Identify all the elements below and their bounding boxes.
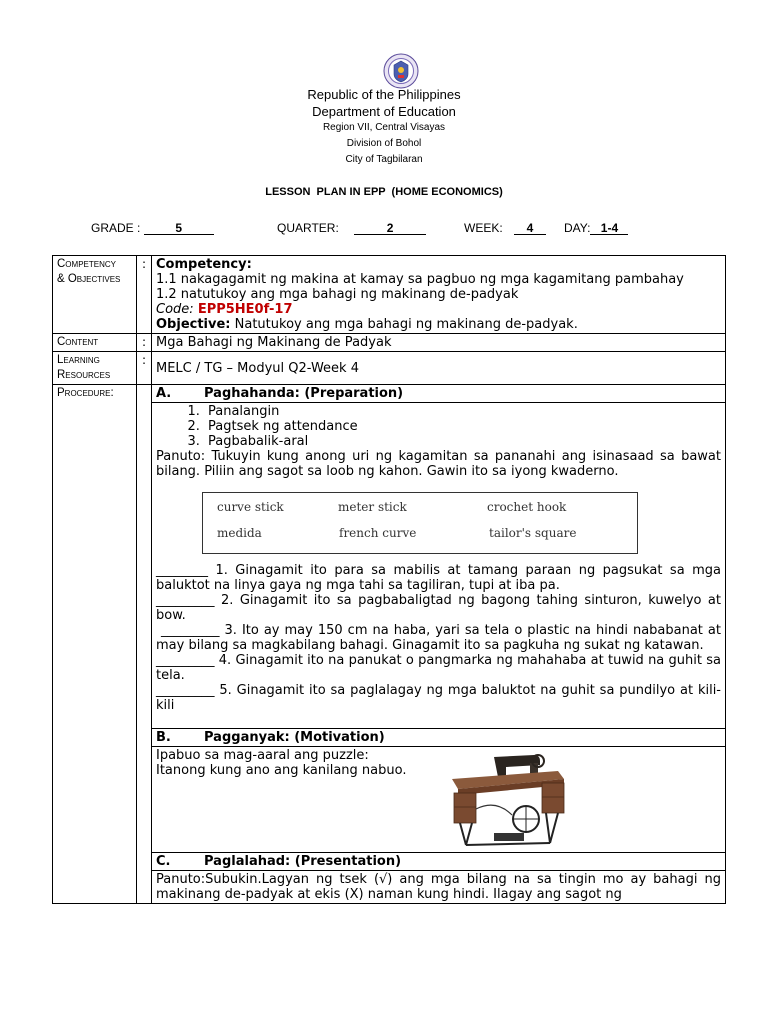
colon: : [137,334,152,352]
preparation-body [152,403,726,729]
motivation-letter: B. [156,730,171,745]
lesson-plan-table [52,255,726,904]
content-row [53,334,726,352]
competency-row [53,256,726,334]
week-value: 4 [514,222,546,235]
procedure-label-cell [53,385,137,904]
question-item: _________ 2. Ginagamit ito sa pagbabaligtad ng bagong tahing sinturon, kuwelyo at bow. [156,593,721,623]
deped-seal-icon [383,53,419,89]
objective-label: Objective: [156,317,231,332]
choice-item: tailor's square [489,526,577,540]
presentation-text: Panuto:Subukin.Lagyan ng tsek (√) ang mga bilang na sa tingin mo ay bahagi ng makinang de-padyak at ekis (X) naman kung hindi. Ilagay ang sagot ng [152,871,726,904]
content-label: Content [57,336,99,348]
choice-item: meter stick [338,500,407,514]
choice-item: medida [217,526,262,540]
choices-box [202,492,638,554]
header-region: Region VII, Central Visayas [322,122,446,133]
day-value: 1-4 [590,222,628,235]
preparation-header [152,385,726,403]
code-line [156,302,721,317]
week-label: WEEK: [464,221,503,235]
competency-label-cell [53,256,137,334]
resources-label: Resources [57,369,111,381]
day-label: DAY: [564,221,591,235]
preparation-title: Paghahanda: (Preparation) [204,386,404,401]
presentation-header [152,853,726,871]
question-item: ________ 1. Ginagamit ito para sa mabilis at tamang paraan ng pagsukat sa mga baluktot na linya gaya ng mga tahi sa tagiliran, tupi at iba pa. [156,563,721,593]
competency-item: 1.2 natutukoy ang mga bahagi ng makinang de-padyak [156,287,519,302]
motivation-body [152,747,726,853]
question-item: _________ 5. Ginagamit ito sa paglalagay ng mga baluktot na guhit sa pundilyo at kili-kili [156,683,721,713]
lesson-plan-title: LESSON PLAN IN EPP (HOME ECONOMICS) [265,186,503,198]
header-city: City of Tagbilaran [345,154,423,165]
question-item: _________ 3. Ito ay may 150 cm na haba, yari sa tela o plastic na hindi nababanat at may bilang sa magkabilang bahagi. Ginagamit ito sa pagkuha ng sukat ng katawan. [156,623,726,653]
header-republic: Republic of the Philippines [307,87,461,102]
choice-item: crochet hook [487,500,567,514]
grade-field [91,221,214,235]
motivation-line: Itanong kung ano ang kanilang nabuo. [156,763,407,778]
colon: : [137,256,152,334]
quarter-field [277,221,426,235]
learning-label: Learning [57,354,100,366]
content-text: Mga Bahagi ng Makinang de Padyak [152,334,726,352]
competency-heading: Competency: [156,257,252,272]
presentation-letter: C. [156,854,171,869]
motivation-header-row [53,729,726,747]
day-field [564,221,628,235]
sewing-machine-image [446,749,570,849]
quarter-label: QUARTER: [277,221,339,235]
presentation-body-row [53,871,726,904]
grade-value: 5 [144,222,214,235]
choice-item: french curve [339,526,417,540]
resources-label-cell [53,352,137,385]
procedure-row [53,385,726,403]
motivation-header [152,729,726,747]
motivation-body-row [53,747,726,853]
grade-label: GRADE : [91,221,141,235]
content-label-cell [53,334,137,352]
preparation-step: 3. Pagbabalik-aral [204,434,721,449]
objective-line [156,317,721,332]
presentation-header-row [53,853,726,871]
resources-text: MELC / TG – Modyul Q2-Week 4 [152,352,726,385]
preparation-body-row [53,403,726,729]
week-field [464,221,546,235]
presentation-title: Paglalahad: (Presentation) [204,854,402,869]
header-division: Division of Bohol [346,138,422,149]
preparation-steps [156,404,721,449]
preparation-step: 1. Panalangin [204,404,721,419]
motivation-title: Pagganyak: (Motivation) [204,730,385,745]
resources-row [53,352,726,385]
code-sep: : [189,302,194,317]
header-department: Department of Education [312,104,456,119]
preparation-instruction: Panuto: Tukuyin kung anong uri ng kagamitan sa pananahi ang isinasaad sa bawat bilang. Piliin ang sagot sa loob ng kahon. Gawin ito sa iyong kwaderno. [156,449,721,479]
competency-label: Competency [57,258,116,270]
competency-cell [152,256,726,334]
competency-item: 1.1 nakagagamit ng makina at kamay sa pagbuo ng mga kagamitang pambahay [156,272,684,287]
code-value: EPP5HE0f-17 [197,302,293,317]
objective-text: Natutukoy ang mga bahagi ng makinang de-padyak. [234,317,578,332]
choice-item: curve stick [217,500,284,514]
quarter-value: 2 [354,222,426,235]
objectives-label: & Objectives [57,273,121,285]
procedure-colon-cell [137,385,152,904]
question-item: _________ 4. Ginagamit ito na panukat o pangmarka ng mahahaba at tuwid na guhit sa tela. [156,653,721,683]
preparation-letter: A. [156,386,172,401]
motivation-line: Ipabuo sa mag-aaral ang puzzle: [156,748,369,763]
code-label: Code [156,302,190,317]
colon: : [137,352,152,385]
procedure-label: Procedure: [57,387,114,399]
preparation-step: 2. Pagtsek ng attendance [204,419,721,434]
